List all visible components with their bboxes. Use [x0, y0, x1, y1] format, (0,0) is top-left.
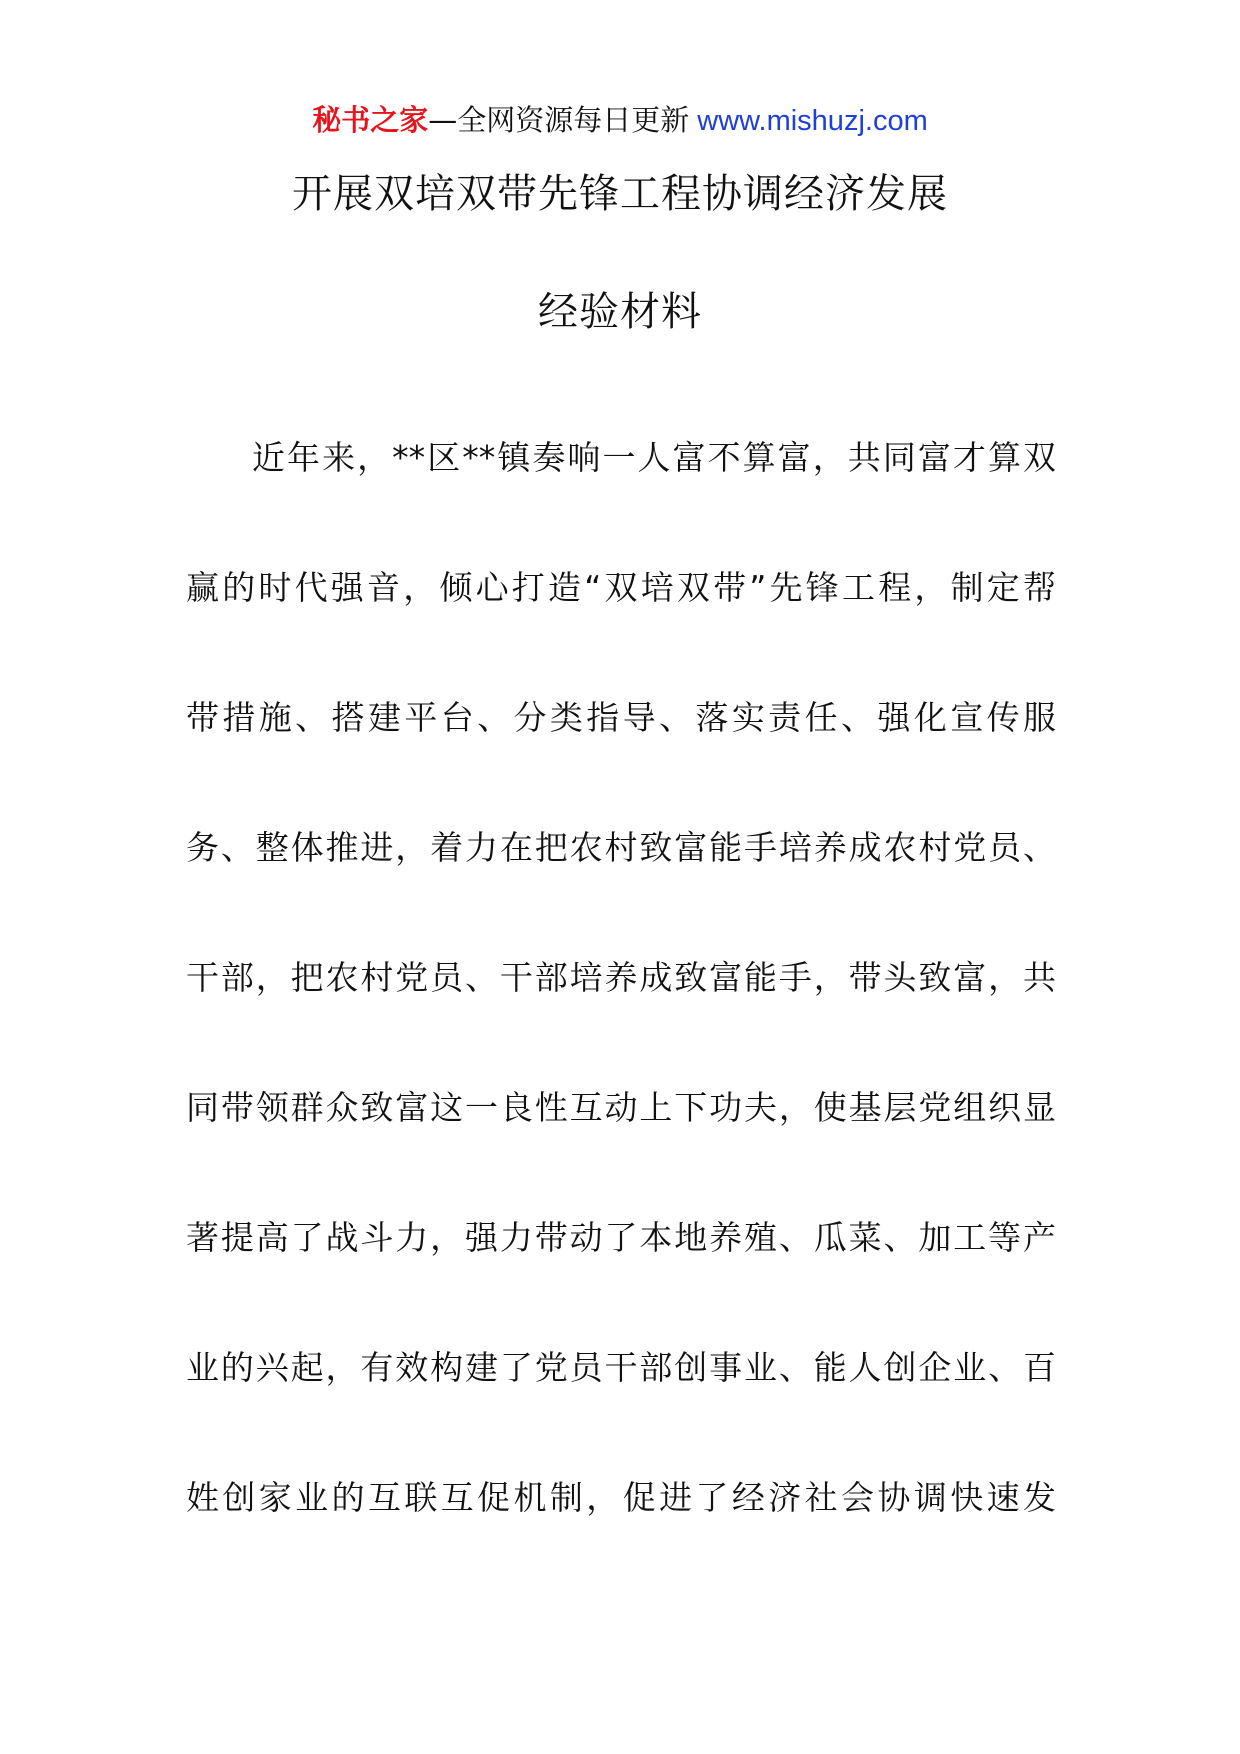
body-line: 赢的时代强音，倾心打造“双培双带”先锋工程，制定帮: [186, 568, 1056, 607]
body-line: 近年来，**区**镇奏响一人富不算富，共同富才算双: [252, 438, 1056, 477]
body-line: 姓创家业的互联互促机制，促进了经济社会协调快速发: [186, 1478, 1056, 1517]
document-body: [186, 436, 1056, 1606]
body-line: 著提高了战斗力，强力带动了本地养殖、瓜菜、加工等产: [186, 1218, 1056, 1257]
site-banner: [0, 100, 1240, 141]
document-subtitle: 经验材料: [538, 289, 702, 335]
body-line: 带措施、搭建平台、分类指导、落实责任、强化宣传服: [186, 698, 1056, 737]
body-line: 同带领群众致富这一良性互动上下功夫，使基层党组织显: [186, 1088, 1056, 1127]
body-line: 务、整体推进，着力在把农村致富能手培养成农村党员、: [186, 828, 1056, 867]
body-line: 业的兴起，有效构建了党员干部创事业、能人创企业、百: [186, 1348, 1056, 1387]
body-line: 干部，把农村党员、干部培养成致富能手，带头致富，共: [186, 958, 1056, 997]
brand-name: 秘书之家: [312, 103, 429, 137]
site-url-link[interactable]: www.mishuzj.com: [697, 105, 928, 137]
document-title: 开展双培双带先锋工程协调经济发展: [292, 171, 948, 217]
banner-tagline: —全网资源每日更新: [428, 103, 690, 137]
